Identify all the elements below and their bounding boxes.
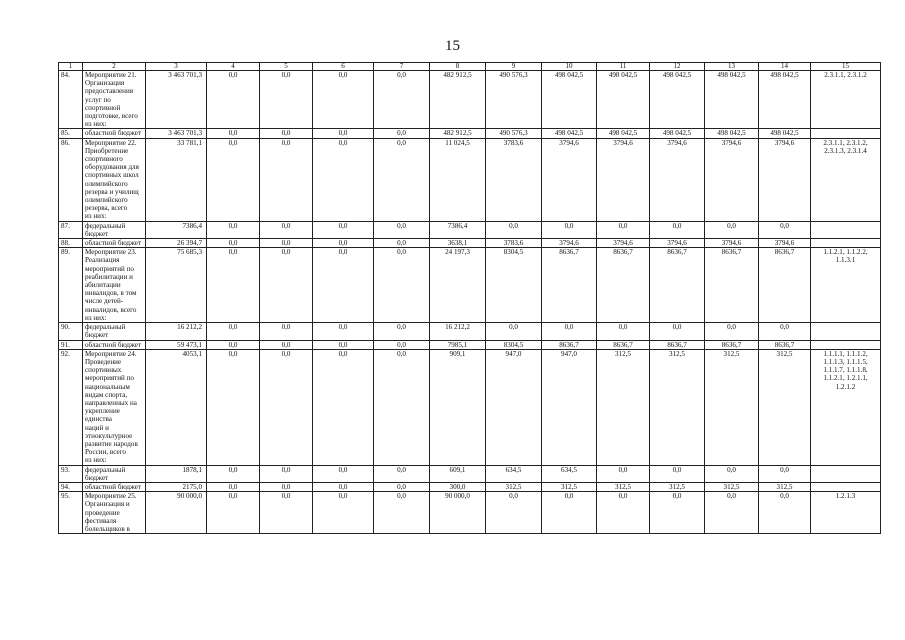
value-cell: 0,0 bbox=[374, 239, 430, 248]
value-cell: 498 042,5 bbox=[597, 71, 650, 129]
value-cell: 490 576,3 bbox=[486, 129, 542, 138]
value-cell: 0,0 bbox=[313, 323, 374, 340]
value-cell: 7386,4 bbox=[430, 221, 486, 238]
row-label-line: наций и bbox=[85, 423, 109, 432]
value-cell: 8636,7 bbox=[759, 340, 811, 349]
value-cell: 0,0 bbox=[207, 349, 260, 465]
row-label-line: оборудования для bbox=[85, 163, 139, 172]
value-cell: 312,5 bbox=[650, 482, 705, 491]
value-cell: 3 463 701,3 bbox=[146, 71, 207, 129]
row-label-line: федеральный bbox=[85, 221, 126, 230]
row-number: 91. bbox=[59, 340, 83, 349]
row-label-line: подготовке, всего bbox=[85, 112, 138, 121]
row-label-line: спортивных bbox=[85, 366, 122, 375]
row-number: 90. bbox=[59, 323, 83, 340]
value-cell: 3783,6 bbox=[486, 239, 542, 248]
value-cell: 498 042,5 bbox=[542, 129, 597, 138]
value-cell: 0,0 bbox=[597, 465, 650, 482]
table-row bbox=[59, 340, 881, 349]
value-cell: 11 024,5 bbox=[430, 138, 486, 221]
indicator-link-line: 1.1.1.7, 1.1.1.8, bbox=[823, 366, 868, 375]
value-cell: 0,0 bbox=[207, 323, 260, 340]
value-cell: 0,0 bbox=[207, 248, 260, 323]
value-cell: 482 912,5 bbox=[430, 71, 486, 129]
value-cell: 0,0 bbox=[313, 239, 374, 248]
row-label bbox=[83, 492, 146, 534]
value-cell: 0,0 bbox=[597, 323, 650, 340]
value-cell: 0,0 bbox=[207, 492, 260, 534]
indicator-links bbox=[811, 221, 881, 238]
row-number: 94. bbox=[59, 482, 83, 491]
row-label-line: олимпийского bbox=[85, 196, 128, 205]
row-label-line: мероприятий по bbox=[85, 374, 134, 383]
row-label bbox=[83, 323, 146, 340]
row-number: 86. bbox=[59, 138, 83, 221]
value-cell: 0,0 bbox=[207, 221, 260, 238]
indicator-links bbox=[811, 138, 881, 221]
value-cell: 0,0 bbox=[313, 492, 374, 534]
indicator-link-line: 2.3.1.3, 2.3.1.4 bbox=[824, 146, 867, 155]
row-label-line: областной бюджет bbox=[85, 239, 142, 248]
value-cell: 3794,6 bbox=[650, 239, 705, 248]
indicator-links bbox=[811, 129, 881, 138]
indicator-links bbox=[811, 323, 881, 340]
value-cell: 90 000,0 bbox=[430, 492, 486, 534]
value-cell: 947,0 bbox=[486, 349, 542, 465]
value-cell: 0,0 bbox=[260, 248, 313, 323]
row-label-line: областной бюджет bbox=[85, 129, 142, 138]
row-label bbox=[83, 349, 146, 465]
value-cell: 0,0 bbox=[650, 221, 705, 238]
row-label-line: бюджет bbox=[85, 331, 109, 340]
value-cell: 4053,1 bbox=[146, 349, 207, 465]
table-body bbox=[59, 71, 881, 534]
row-number: 93. bbox=[59, 465, 83, 482]
value-cell: 0,0 bbox=[374, 349, 430, 465]
value-cell: 0,0 bbox=[207, 239, 260, 248]
value-cell: 0,0 bbox=[374, 71, 430, 129]
row-label bbox=[83, 129, 146, 138]
value-cell: 312,5 bbox=[705, 482, 759, 491]
row-label-line: инвалидов, в том bbox=[85, 289, 137, 298]
row-label-line: мероприятий по bbox=[85, 264, 134, 273]
value-cell: 0,0 bbox=[374, 465, 430, 482]
budget-table-sheet bbox=[58, 62, 880, 534]
value-cell: 8636,7 bbox=[542, 248, 597, 323]
value-cell: 3794,6 bbox=[542, 239, 597, 248]
value-cell: 0,0 bbox=[313, 138, 374, 221]
value-cell: 312,5 bbox=[759, 482, 811, 491]
value-cell: 498 042,5 bbox=[650, 71, 705, 129]
value-cell: 75 685,3 bbox=[146, 248, 207, 323]
value-cell: 2175,0 bbox=[146, 482, 207, 491]
value-cell: 90 000,0 bbox=[146, 492, 207, 534]
value-cell: 0,0 bbox=[650, 465, 705, 482]
value-cell: 0,0 bbox=[260, 323, 313, 340]
row-label bbox=[83, 465, 146, 482]
value-cell: 7985,1 bbox=[430, 340, 486, 349]
column-header: 7 bbox=[374, 63, 430, 71]
row-label-line: Организация и bbox=[85, 500, 130, 509]
row-label-line: областной бюджет bbox=[85, 482, 142, 491]
indicator-link-line: 1.1.1.3, 1.1.1.5, bbox=[823, 357, 868, 366]
value-cell: 0,0 bbox=[260, 482, 313, 491]
column-header: 11 bbox=[597, 63, 650, 71]
table-row bbox=[59, 129, 881, 138]
value-cell: 312,5 bbox=[705, 349, 759, 465]
value-cell: 0,0 bbox=[374, 492, 430, 534]
row-label bbox=[83, 239, 146, 248]
value-cell: 0,0 bbox=[486, 221, 542, 238]
column-header: 14 bbox=[759, 63, 811, 71]
row-label-line: числе детей- bbox=[85, 297, 124, 306]
value-cell: 0,0 bbox=[260, 71, 313, 129]
value-cell: 300,0 bbox=[430, 482, 486, 491]
value-cell: 0,0 bbox=[260, 349, 313, 465]
value-cell: 0,0 bbox=[313, 221, 374, 238]
row-label bbox=[83, 138, 146, 221]
value-cell: 0,0 bbox=[374, 323, 430, 340]
row-label-line: резерва, всего bbox=[85, 204, 128, 213]
value-cell: 3 463 701,3 bbox=[146, 129, 207, 138]
row-number: 84. bbox=[59, 71, 83, 129]
indicator-link-line: 1.1.2.1, 1.1.2.2, bbox=[823, 248, 868, 257]
value-cell: 0,0 bbox=[260, 138, 313, 221]
value-cell: 490 576,3 bbox=[486, 71, 542, 129]
value-cell: 8304,5 bbox=[486, 340, 542, 349]
value-cell: 8636,7 bbox=[705, 248, 759, 323]
column-header: 6 bbox=[313, 63, 374, 71]
indicator-link-line: 1.1.1.1, 1.1.1.2, bbox=[823, 349, 868, 358]
value-cell: 3794,6 bbox=[597, 239, 650, 248]
value-cell: 8636,7 bbox=[759, 248, 811, 323]
value-cell: 0,0 bbox=[650, 492, 705, 534]
row-label-line: бюджет bbox=[85, 229, 109, 238]
row-number: 92. bbox=[59, 349, 83, 465]
value-cell: 0,0 bbox=[313, 349, 374, 465]
indicator-links bbox=[811, 492, 881, 534]
row-label-line: из них: bbox=[85, 120, 107, 129]
value-cell: 3783,6 bbox=[486, 138, 542, 221]
indicator-links bbox=[811, 248, 881, 323]
budget-table bbox=[58, 62, 881, 534]
row-label-line: Мероприятие 22. bbox=[85, 138, 137, 147]
column-header: 2 bbox=[83, 63, 146, 71]
value-cell: 498 042,5 bbox=[705, 129, 759, 138]
value-cell: 0,0 bbox=[313, 248, 374, 323]
indicator-links bbox=[811, 71, 881, 129]
page-number: 15 bbox=[445, 38, 460, 54]
value-cell: 8636,7 bbox=[542, 340, 597, 349]
value-cell: 0,0 bbox=[207, 129, 260, 138]
row-number: 95. bbox=[59, 492, 83, 534]
value-cell: 0,0 bbox=[759, 465, 811, 482]
value-cell: 3794,6 bbox=[542, 138, 597, 221]
value-cell: 3794,6 bbox=[759, 138, 811, 221]
indicator-links bbox=[811, 239, 881, 248]
row-label-line: Мероприятие 24. bbox=[85, 349, 137, 358]
row-label-line: России, всего bbox=[85, 448, 126, 457]
row-label-line: Проведение bbox=[85, 357, 122, 366]
value-cell: 0,0 bbox=[313, 340, 374, 349]
value-cell: 0,0 bbox=[542, 323, 597, 340]
row-label-line: федеральный bbox=[85, 465, 126, 474]
value-cell: 609,1 bbox=[430, 465, 486, 482]
table-row bbox=[59, 221, 881, 238]
row-number: 87. bbox=[59, 221, 83, 238]
indicator-links bbox=[811, 340, 881, 349]
value-cell: 312,5 bbox=[597, 349, 650, 465]
column-header: 5 bbox=[260, 63, 313, 71]
column-header: 10 bbox=[542, 63, 597, 71]
table-row bbox=[59, 71, 881, 129]
row-label-line: фестиваля bbox=[85, 516, 117, 525]
row-label-line: проведение bbox=[85, 508, 120, 517]
indicator-links bbox=[811, 482, 881, 491]
row-label-line: абилитации bbox=[85, 281, 121, 290]
indicator-links bbox=[811, 349, 881, 465]
row-label-line: направленных на bbox=[85, 398, 137, 407]
value-cell: 0,0 bbox=[374, 221, 430, 238]
indicator-link-line: 1.2.1.3 bbox=[835, 492, 856, 501]
row-label-line: этнокультурное bbox=[85, 431, 133, 440]
column-header: 4 bbox=[207, 63, 260, 71]
table-row bbox=[59, 349, 881, 465]
value-cell: 312,5 bbox=[542, 482, 597, 491]
value-cell: 0,0 bbox=[260, 465, 313, 482]
column-header: 3 bbox=[146, 63, 207, 71]
column-header: 9 bbox=[486, 63, 542, 71]
value-cell: 0,0 bbox=[207, 340, 260, 349]
value-cell: 0,0 bbox=[759, 221, 811, 238]
row-label-line: услуг по спортивной bbox=[85, 95, 121, 112]
value-cell: 8636,7 bbox=[597, 340, 650, 349]
value-cell: 0,0 bbox=[374, 138, 430, 221]
row-label-line: олимпийского bbox=[85, 179, 128, 188]
value-cell: 0,0 bbox=[374, 248, 430, 323]
value-cell: 0,0 bbox=[542, 221, 597, 238]
row-label-line: спортивного bbox=[85, 155, 123, 164]
column-header: 1 bbox=[59, 63, 83, 71]
table-row bbox=[59, 138, 881, 221]
value-cell: 0,0 bbox=[705, 492, 759, 534]
column-header: 12 bbox=[650, 63, 705, 71]
value-cell: 909,1 bbox=[430, 349, 486, 465]
row-label-line: Мероприятие 21. bbox=[85, 71, 137, 79]
value-cell: 498 042,5 bbox=[650, 129, 705, 138]
row-label bbox=[83, 221, 146, 238]
row-number: 89. bbox=[59, 248, 83, 323]
value-cell: 498 042,5 bbox=[542, 71, 597, 129]
value-cell: 0,0 bbox=[542, 492, 597, 534]
value-cell: 0,0 bbox=[374, 482, 430, 491]
value-cell: 0,0 bbox=[705, 323, 759, 340]
row-label bbox=[83, 482, 146, 491]
value-cell: 0,0 bbox=[374, 129, 430, 138]
row-label-line: бюджет bbox=[85, 473, 109, 482]
value-cell: 3794,6 bbox=[650, 138, 705, 221]
value-cell: 498 042,5 bbox=[597, 129, 650, 138]
row-label-line: развитие народов bbox=[85, 439, 138, 448]
value-cell: 312,5 bbox=[650, 349, 705, 465]
value-cell: 0,0 bbox=[650, 323, 705, 340]
indicator-link-line: 2.3.1.1, 2.3.1.2 bbox=[824, 71, 867, 79]
value-cell: 8304,5 bbox=[486, 248, 542, 323]
indicator-link-line: 1.1.3.1 bbox=[835, 256, 856, 265]
value-cell: 312,5 bbox=[597, 482, 650, 491]
table-row bbox=[59, 482, 881, 491]
value-cell: 0,0 bbox=[313, 482, 374, 491]
value-cell: 0,0 bbox=[313, 129, 374, 138]
row-label-line: предоставления bbox=[85, 87, 134, 96]
row-label-line: из них: bbox=[85, 313, 107, 322]
row-label-line: Приобретение bbox=[85, 146, 129, 155]
value-cell: 0,0 bbox=[207, 465, 260, 482]
value-cell: 3638,1 bbox=[430, 239, 486, 248]
column-header: 15 bbox=[811, 63, 881, 71]
value-cell: 947,0 bbox=[542, 349, 597, 465]
value-cell: 498 042,5 bbox=[705, 71, 759, 129]
row-label-line: из них: bbox=[85, 212, 107, 221]
value-cell: 0,0 bbox=[759, 323, 811, 340]
indicator-link-line: 1.1.2.1, 1.2.1.1, bbox=[823, 374, 868, 383]
value-cell: 0,0 bbox=[260, 492, 313, 534]
row-label bbox=[83, 248, 146, 323]
value-cell: 0,0 bbox=[374, 340, 430, 349]
value-cell: 8636,7 bbox=[597, 248, 650, 323]
row-label-line: Организация bbox=[85, 79, 125, 88]
row-label-line: областной бюджет bbox=[85, 340, 142, 349]
table-row bbox=[59, 465, 881, 482]
table-header-row bbox=[59, 63, 881, 71]
row-label-line: видам спорта, bbox=[85, 390, 128, 399]
value-cell: 312,5 bbox=[759, 349, 811, 465]
value-cell: 16 212,2 bbox=[430, 323, 486, 340]
value-cell: 312,5 bbox=[486, 482, 542, 491]
row-label bbox=[83, 340, 146, 349]
column-header: 8 bbox=[430, 63, 486, 71]
value-cell: 0,0 bbox=[597, 492, 650, 534]
row-number: 88. bbox=[59, 239, 83, 248]
value-cell: 634,5 bbox=[486, 465, 542, 482]
row-label-line: укрепление единства bbox=[85, 407, 120, 424]
indicator-link-line: 1.2.1.2 bbox=[835, 382, 856, 391]
row-label-line: резерва и училищ bbox=[85, 187, 139, 196]
row-label-line: национальным bbox=[85, 382, 130, 391]
row-label-line: федеральный bbox=[85, 323, 126, 332]
value-cell: 0,0 bbox=[260, 239, 313, 248]
value-cell: 0,0 bbox=[260, 340, 313, 349]
value-cell: 0,0 bbox=[313, 71, 374, 129]
value-cell: 0,0 bbox=[260, 221, 313, 238]
row-label-line: Мероприятие 25. bbox=[85, 492, 137, 501]
value-cell: 0,0 bbox=[207, 138, 260, 221]
value-cell: 0,0 bbox=[759, 492, 811, 534]
value-cell: 482 912,5 bbox=[430, 129, 486, 138]
value-cell: 0,0 bbox=[486, 492, 542, 534]
value-cell: 498 042,5 bbox=[759, 71, 811, 129]
value-cell: 0,0 bbox=[207, 71, 260, 129]
indicator-link-line: 2.3.1.1, 2.3.1.2, bbox=[823, 138, 868, 147]
value-cell: 26 394,7 bbox=[146, 239, 207, 248]
value-cell: 3794,6 bbox=[705, 239, 759, 248]
table-row bbox=[59, 248, 881, 323]
column-header: 13 bbox=[705, 63, 759, 71]
value-cell: 0,0 bbox=[597, 221, 650, 238]
value-cell: 634,5 bbox=[542, 465, 597, 482]
value-cell: 3794,6 bbox=[597, 138, 650, 221]
value-cell: 33 781,1 bbox=[146, 138, 207, 221]
value-cell: 0,0 bbox=[207, 482, 260, 491]
value-cell: 0,0 bbox=[705, 465, 759, 482]
row-number: 85. bbox=[59, 129, 83, 138]
row-label bbox=[83, 71, 146, 129]
row-label-line: Реализация bbox=[85, 256, 120, 265]
value-cell: 16 212,2 bbox=[146, 323, 207, 340]
value-cell: 0,0 bbox=[313, 465, 374, 482]
value-cell: 24 197,3 bbox=[430, 248, 486, 323]
value-cell: 8636,7 bbox=[705, 340, 759, 349]
value-cell: 7386,4 bbox=[146, 221, 207, 238]
value-cell: 59 473,1 bbox=[146, 340, 207, 349]
value-cell: 0,0 bbox=[260, 129, 313, 138]
row-label-line: Мероприятие 23. bbox=[85, 248, 137, 257]
value-cell: 3794,6 bbox=[705, 138, 759, 221]
value-cell: 498 042,5 bbox=[759, 129, 811, 138]
row-label-line: спортивных школ bbox=[85, 171, 139, 180]
row-label-line: реабилитации и bbox=[85, 272, 133, 281]
row-label-line: инвалидов, всего bbox=[85, 305, 137, 314]
table-row bbox=[59, 492, 881, 534]
value-cell: 3794,6 bbox=[759, 239, 811, 248]
value-cell: 0,0 bbox=[705, 221, 759, 238]
indicator-links bbox=[811, 465, 881, 482]
value-cell: 0,0 bbox=[486, 323, 542, 340]
value-cell: 8636,7 bbox=[650, 248, 705, 323]
row-label-line: болельщиков в bbox=[85, 524, 130, 533]
row-label-line: из них: bbox=[85, 456, 107, 465]
value-cell: 1878,1 bbox=[146, 465, 207, 482]
table-row bbox=[59, 239, 881, 248]
table-row bbox=[59, 323, 881, 340]
value-cell: 8636,7 bbox=[650, 340, 705, 349]
